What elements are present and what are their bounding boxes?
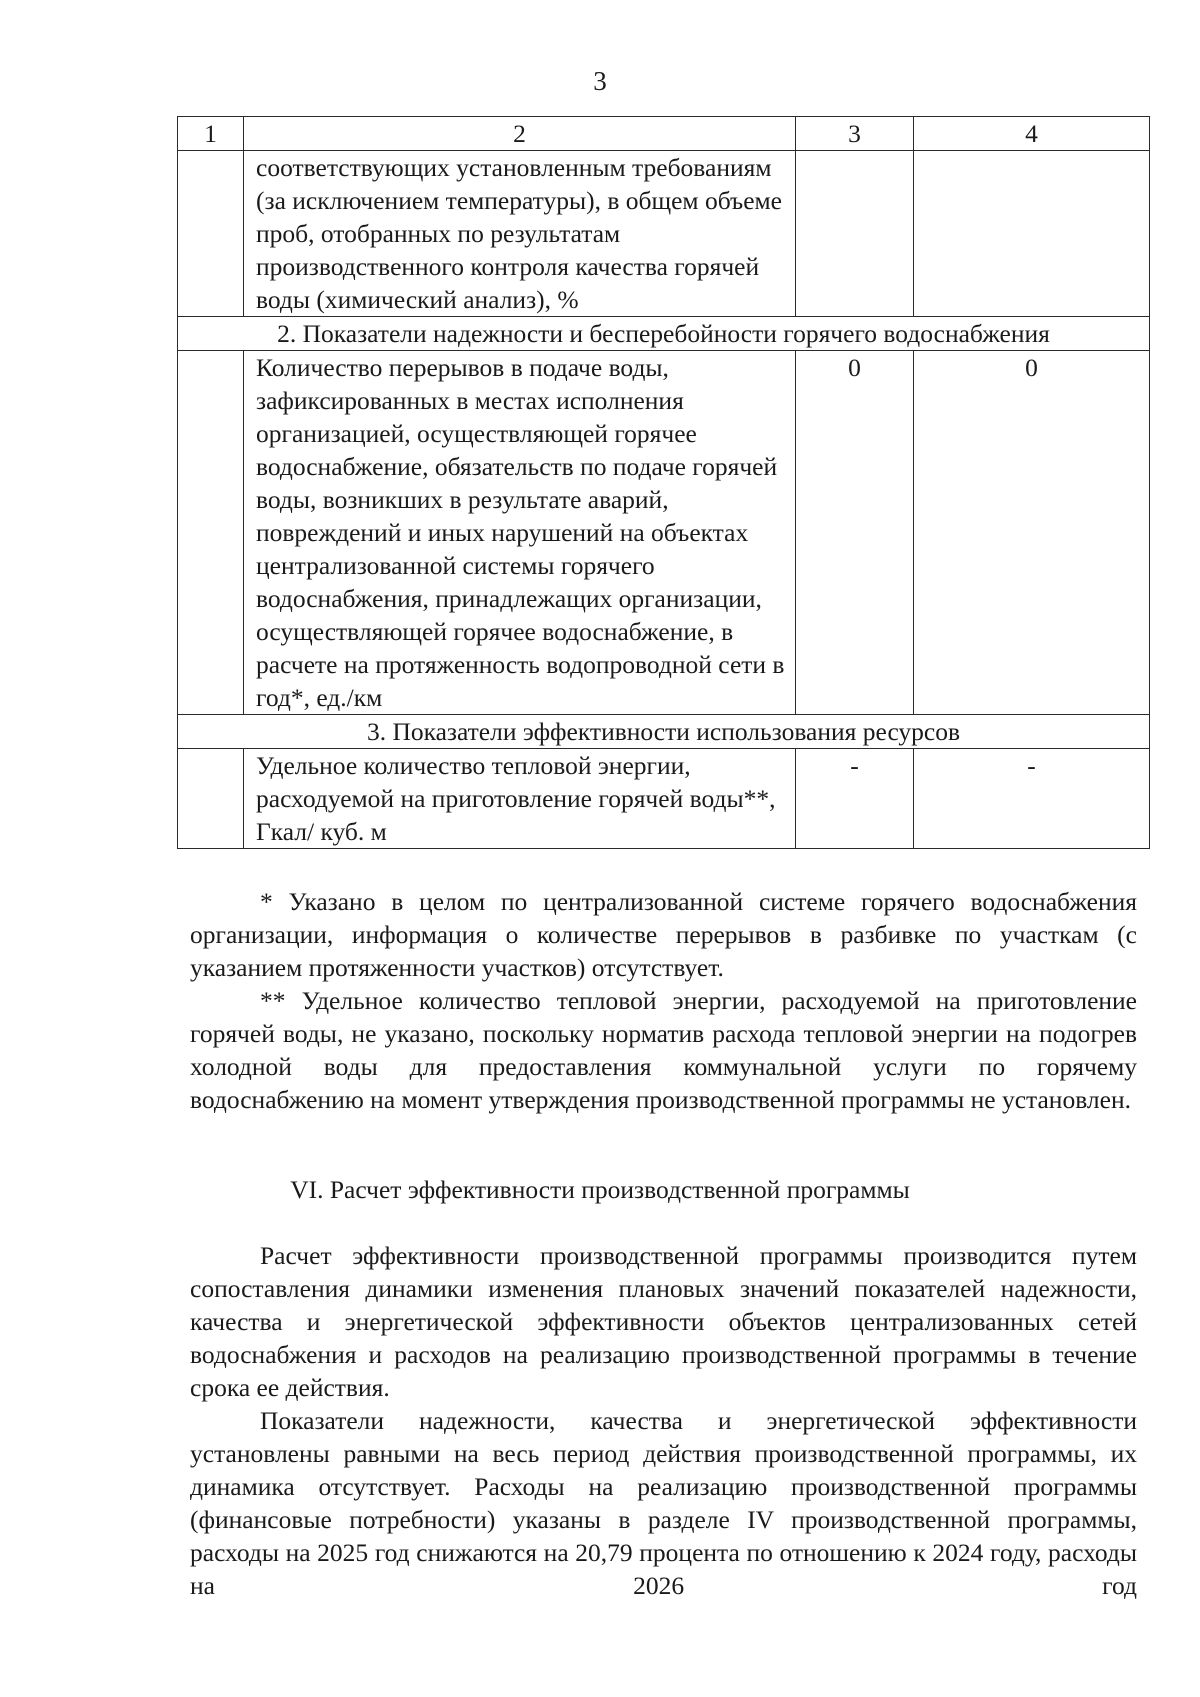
table-header-row xyxy=(178,117,1150,151)
table-row xyxy=(178,749,1150,849)
header-cell: 2 xyxy=(244,117,796,151)
indicator-value-col4: 0 xyxy=(914,351,1150,715)
header-cell: 3 xyxy=(796,117,914,151)
table-row xyxy=(178,151,1150,317)
indicator-value-col3: - xyxy=(796,749,914,849)
section-body xyxy=(190,1239,1137,1602)
footnote: ** Удельное количество тепловой энергии, расходуемой на приготовление горячей воды, не указано, поскольку норматив расхода тепловой энергии на подогрев холодной воды для предоставления коммунальной услуги по горячему водоснабжению на момент утверждения производственной программы не установлен. xyxy=(190,986,1137,1114)
indicators-table xyxy=(177,116,1150,849)
indicator-value-col3 xyxy=(796,151,914,317)
indicator-value-col4 xyxy=(914,151,1150,317)
page-number: 3 xyxy=(593,66,607,96)
paragraph: Показатели надежности, качества и энергетической эффективности установлены равными на весь период действия производственной программы, их динамика отсутствует. Расходы на реализацию производственной программы (финансовые потребности) указаны в разделе IV производственной программы, расходы на 2025 год снижаются на 20,79 процента по отношению к 2024 году, расходы на 2026 год xyxy=(190,1406,1137,1600)
row-number-cell xyxy=(178,351,244,715)
paragraph: Расчет эффективности производственной программы производится путем сопоставления динамики изменения плановых значений показателей надежности, качества и энергетической эффективности объектов централизованных сетей водоснабжения и расходов на реализацию производственной программы в течение срока ее действия. xyxy=(190,1241,1137,1402)
footnotes xyxy=(190,885,1137,1116)
table-row xyxy=(178,351,1150,715)
header-cell: 1 xyxy=(178,117,244,151)
indicator-description: соответствующих установленным требованиям (за исключением температуры), в общем объеме проб, отобранных по результатам производственного контроля качества горячей воды (химический анализ), % xyxy=(244,151,796,317)
table-section-row xyxy=(178,715,1150,749)
footnote: * Указано в целом по централизованной системе горячего водоснабжения организации, информация о количестве перерывов в разбивке по участкам (с указанием протяженности участков) отсутствует. xyxy=(190,887,1137,982)
indicator-description: Удельное количество тепловой энергии, расходуемой на приготовление горячей воды**, Гкал/ куб. м xyxy=(244,749,796,849)
header-cell: 4 xyxy=(914,117,1150,151)
row-number-cell xyxy=(178,749,244,849)
section-heading: VI. Расчет эффективности производственной программы xyxy=(290,1175,910,1204)
section-title: 2. Показатели надежности и бесперебойности горячего водоснабжения xyxy=(178,317,1150,351)
table-section-row xyxy=(178,317,1150,351)
section-title: 3. Показатели эффективности использования ресурсов xyxy=(178,715,1150,749)
row-number-cell xyxy=(178,151,244,317)
indicator-value-col4: - xyxy=(914,749,1150,849)
indicator-value-col3: 0 xyxy=(796,351,914,715)
indicator-description: Количество перерывов в подаче воды, зафиксированных в местах исполнения организацией, осуществляющей горячее водоснабжение, обязательств по подаче горячей воды, возникших в результате аварий, повреждений и иных нарушений на объектах централизованной системы горячего водоснабжения, принадлежащих организации, осуществляющей горячее водоснабжение, в расчете на протяженность водопроводной сети в год*, ед./км xyxy=(244,351,796,715)
